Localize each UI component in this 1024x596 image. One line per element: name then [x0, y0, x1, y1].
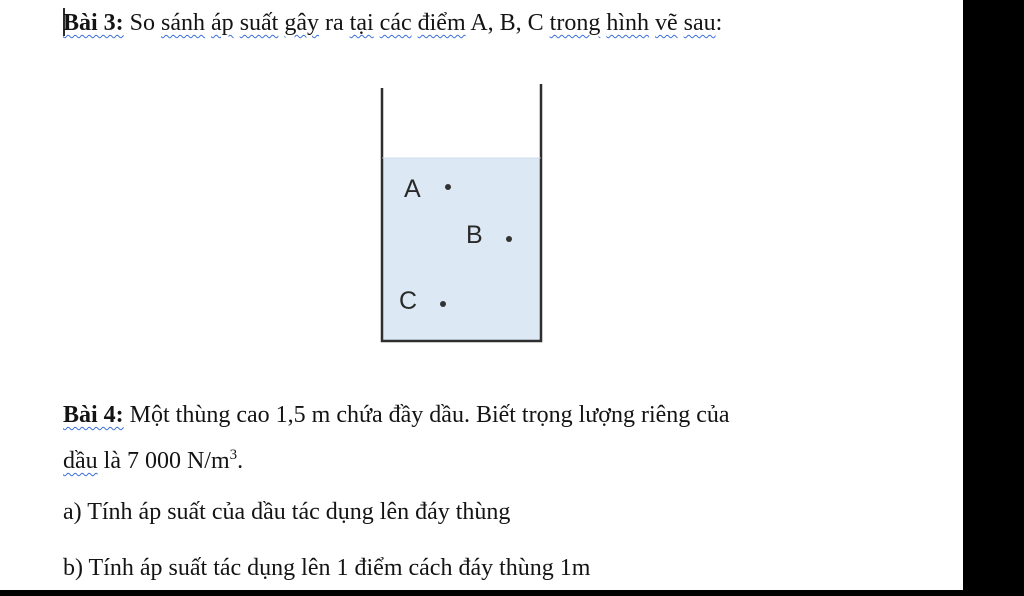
point-a-label: A: [404, 175, 421, 203]
exercise-4-part-b: b) Tính áp suất tác dụng lên 1 điểm cách đáy thùng 1m: [63, 555, 591, 581]
exercise-4-line-1: [63, 400, 730, 430]
exercise-3-text: A, B, C: [465, 10, 550, 36]
bottom-edge: [0, 590, 963, 596]
exercise-3-text: tại: [349, 10, 374, 36]
exercise-3-text: :: [715, 10, 723, 36]
exercise-4-text: là 7 000 N/m: [97, 448, 230, 474]
exercise-4-part-a: a) Tính áp suất của dầu tác dụng lên đáy thùng: [63, 499, 511, 525]
point-c-label: C: [399, 287, 418, 315]
point-a-marker: [445, 184, 451, 190]
exercise-3-text: So: [123, 10, 162, 36]
point-b-label: B: [466, 221, 483, 249]
exercise-3-text: trong: [549, 10, 601, 36]
exercise-3-text: các: [379, 10, 412, 36]
exercise-4-text: Một thùng cao 1,5 m chứa đầy dầu. Biết trọng lượng riêng của: [123, 402, 730, 428]
exercise-3-text: gây: [284, 10, 320, 36]
exercise-3-text: ra: [319, 10, 350, 36]
exercise-3-text: điểm: [417, 10, 466, 36]
unit-exponent: 3: [229, 447, 238, 463]
exercise-3-text: suất: [239, 10, 279, 36]
exercise-3-text: hình: [606, 10, 650, 36]
point-c-marker: [440, 301, 446, 307]
exercise-4-label: Bài 4:: [63, 402, 124, 428]
exercise-4-line-2: [63, 440, 243, 476]
exercise-4-text: .: [237, 448, 244, 474]
exercise-3-text: sánh: [161, 10, 206, 36]
exercise-3-text: sau: [683, 10, 716, 36]
exercise-3-text: áp: [211, 10, 234, 36]
exercise-3-label: Bài 3:: [63, 10, 124, 36]
point-b-marker: [506, 236, 512, 242]
exercise-3-text: vẽ: [655, 10, 678, 36]
exercise-3-heading: [63, 8, 722, 38]
exercise-4-word: dầu: [63, 448, 98, 474]
container-figure: [372, 78, 552, 346]
